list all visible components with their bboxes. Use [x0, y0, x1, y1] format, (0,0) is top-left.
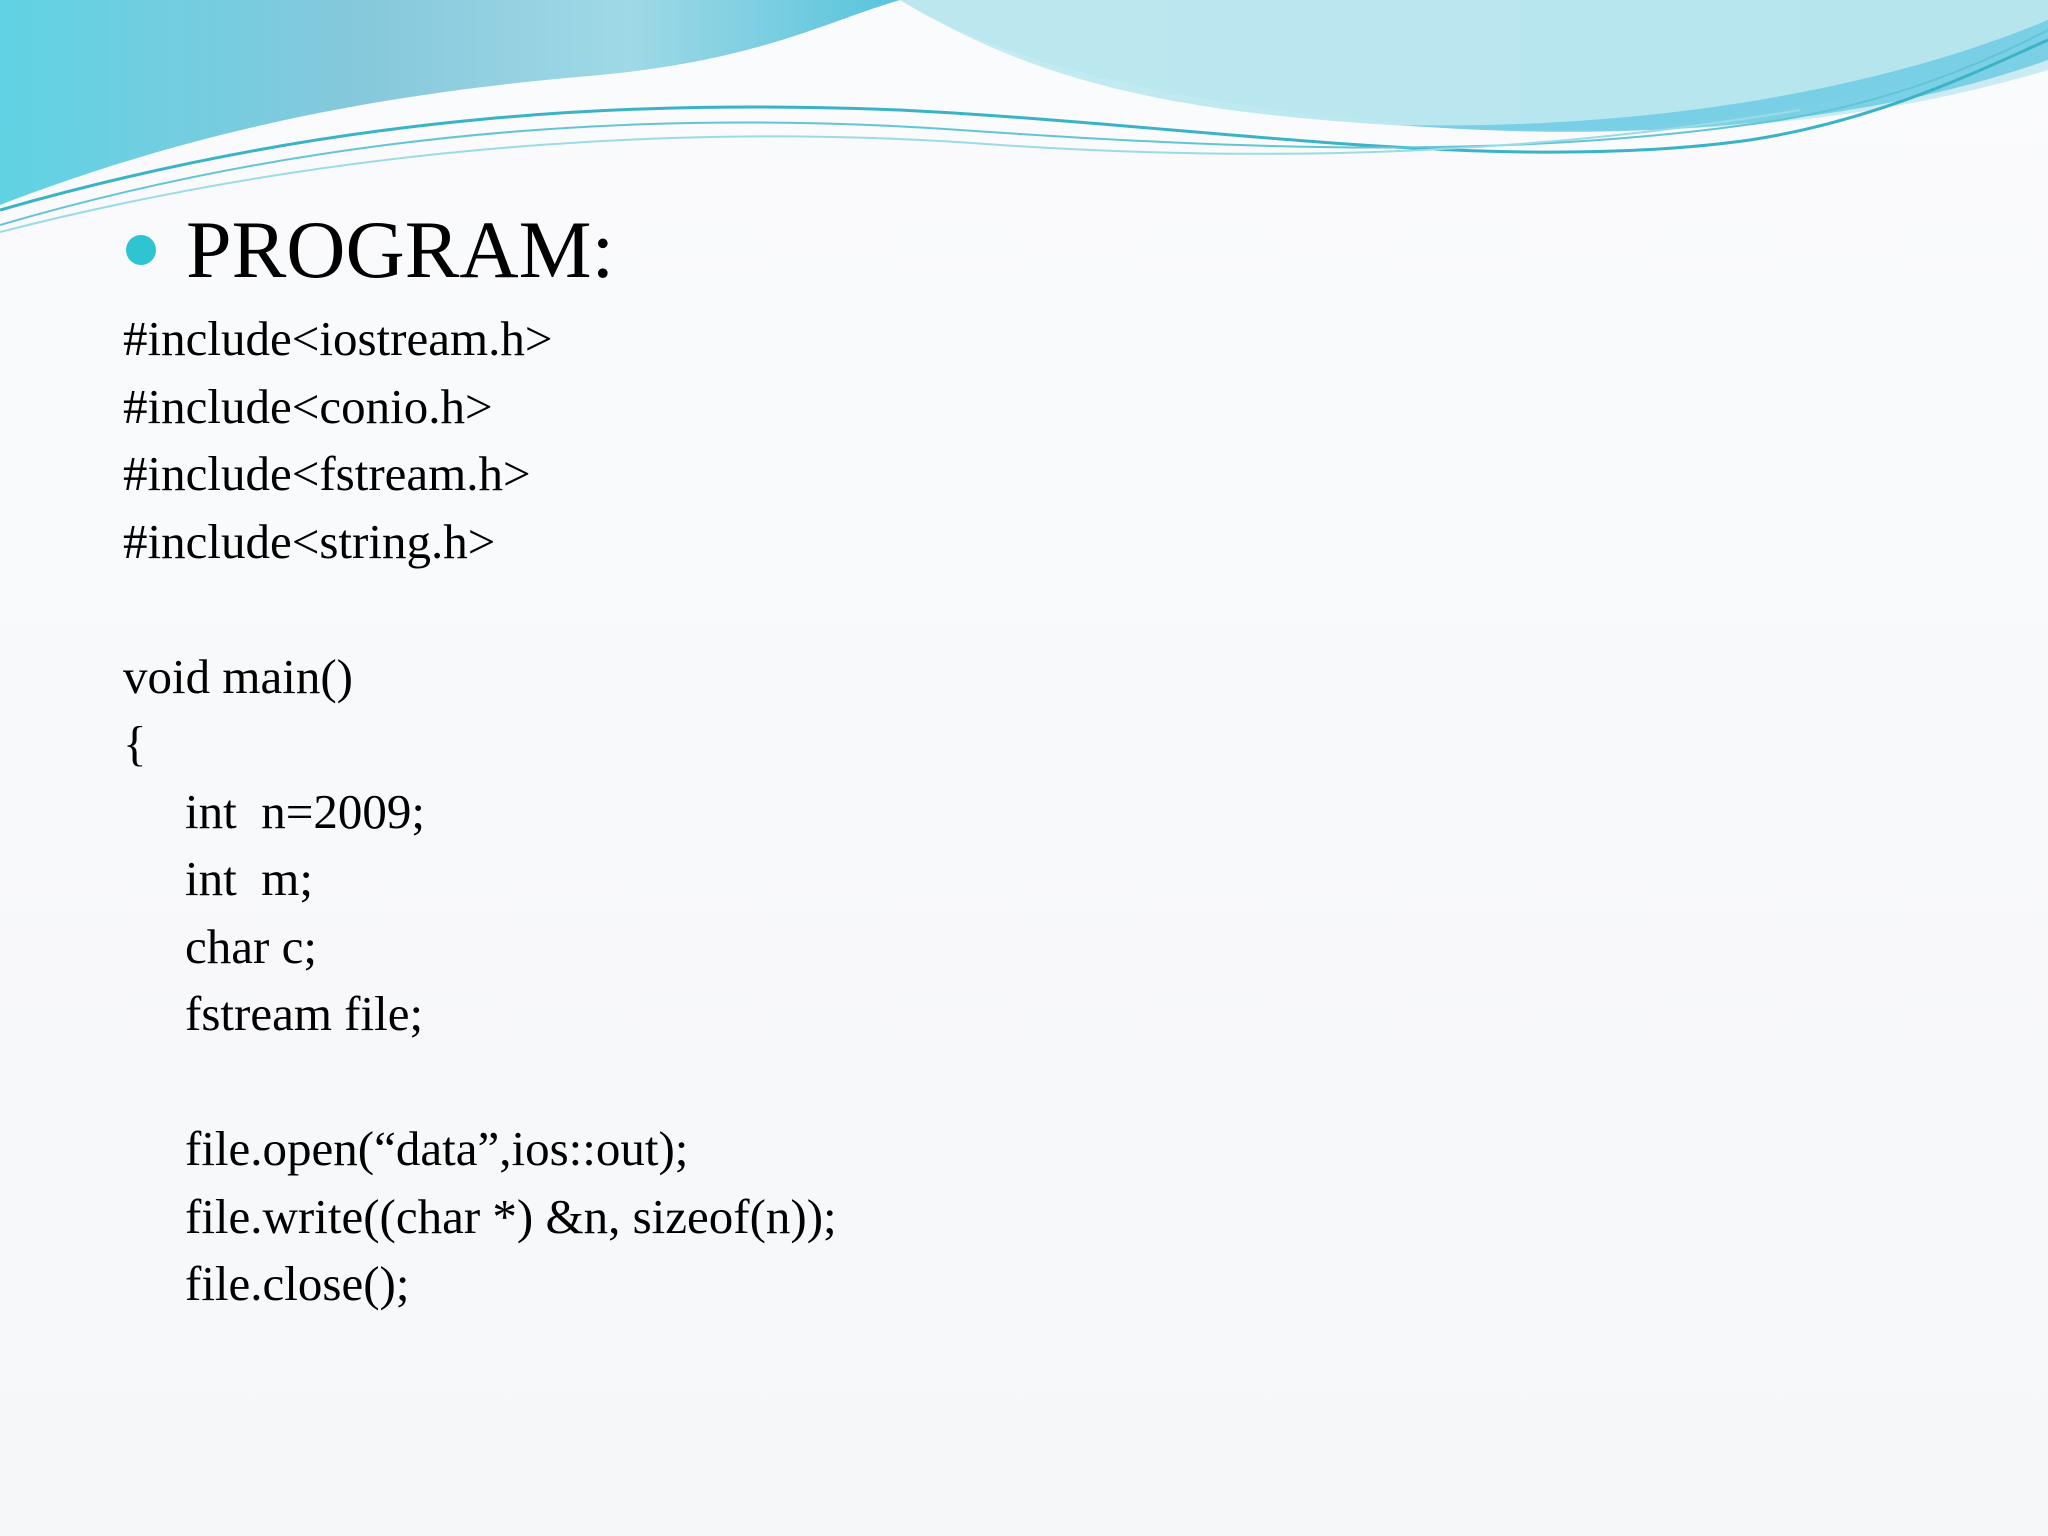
code-line: {: [123, 716, 147, 771]
code-line: file.close();: [185, 1256, 410, 1311]
code-line: #include<iostream.h>: [123, 311, 553, 366]
code-line: [123, 1048, 1923, 1116]
code-line: #include<string.h>: [123, 513, 496, 569]
slide-title: PROGRAM:: [186, 204, 615, 295]
code-line: int n=2009;: [185, 783, 425, 839]
code-line: file.open(“data”,ios::out);: [185, 1121, 689, 1176]
code-line: [123, 575, 1923, 643]
code-line: int m;: [185, 851, 313, 906]
bullet-icon: [126, 235, 156, 265]
code-line: fstream file;: [185, 986, 424, 1041]
code-line: #include<fstream.h>: [123, 446, 531, 501]
code-block: [123, 305, 1923, 1318]
code-line: char c;: [185, 918, 317, 974]
title-row: [126, 205, 614, 295]
code-line: #include<conio.h>: [123, 378, 493, 434]
code-line: void main(): [123, 648, 353, 704]
code-line: file.write((char *) &n, sizeof(n));: [185, 1188, 837, 1244]
